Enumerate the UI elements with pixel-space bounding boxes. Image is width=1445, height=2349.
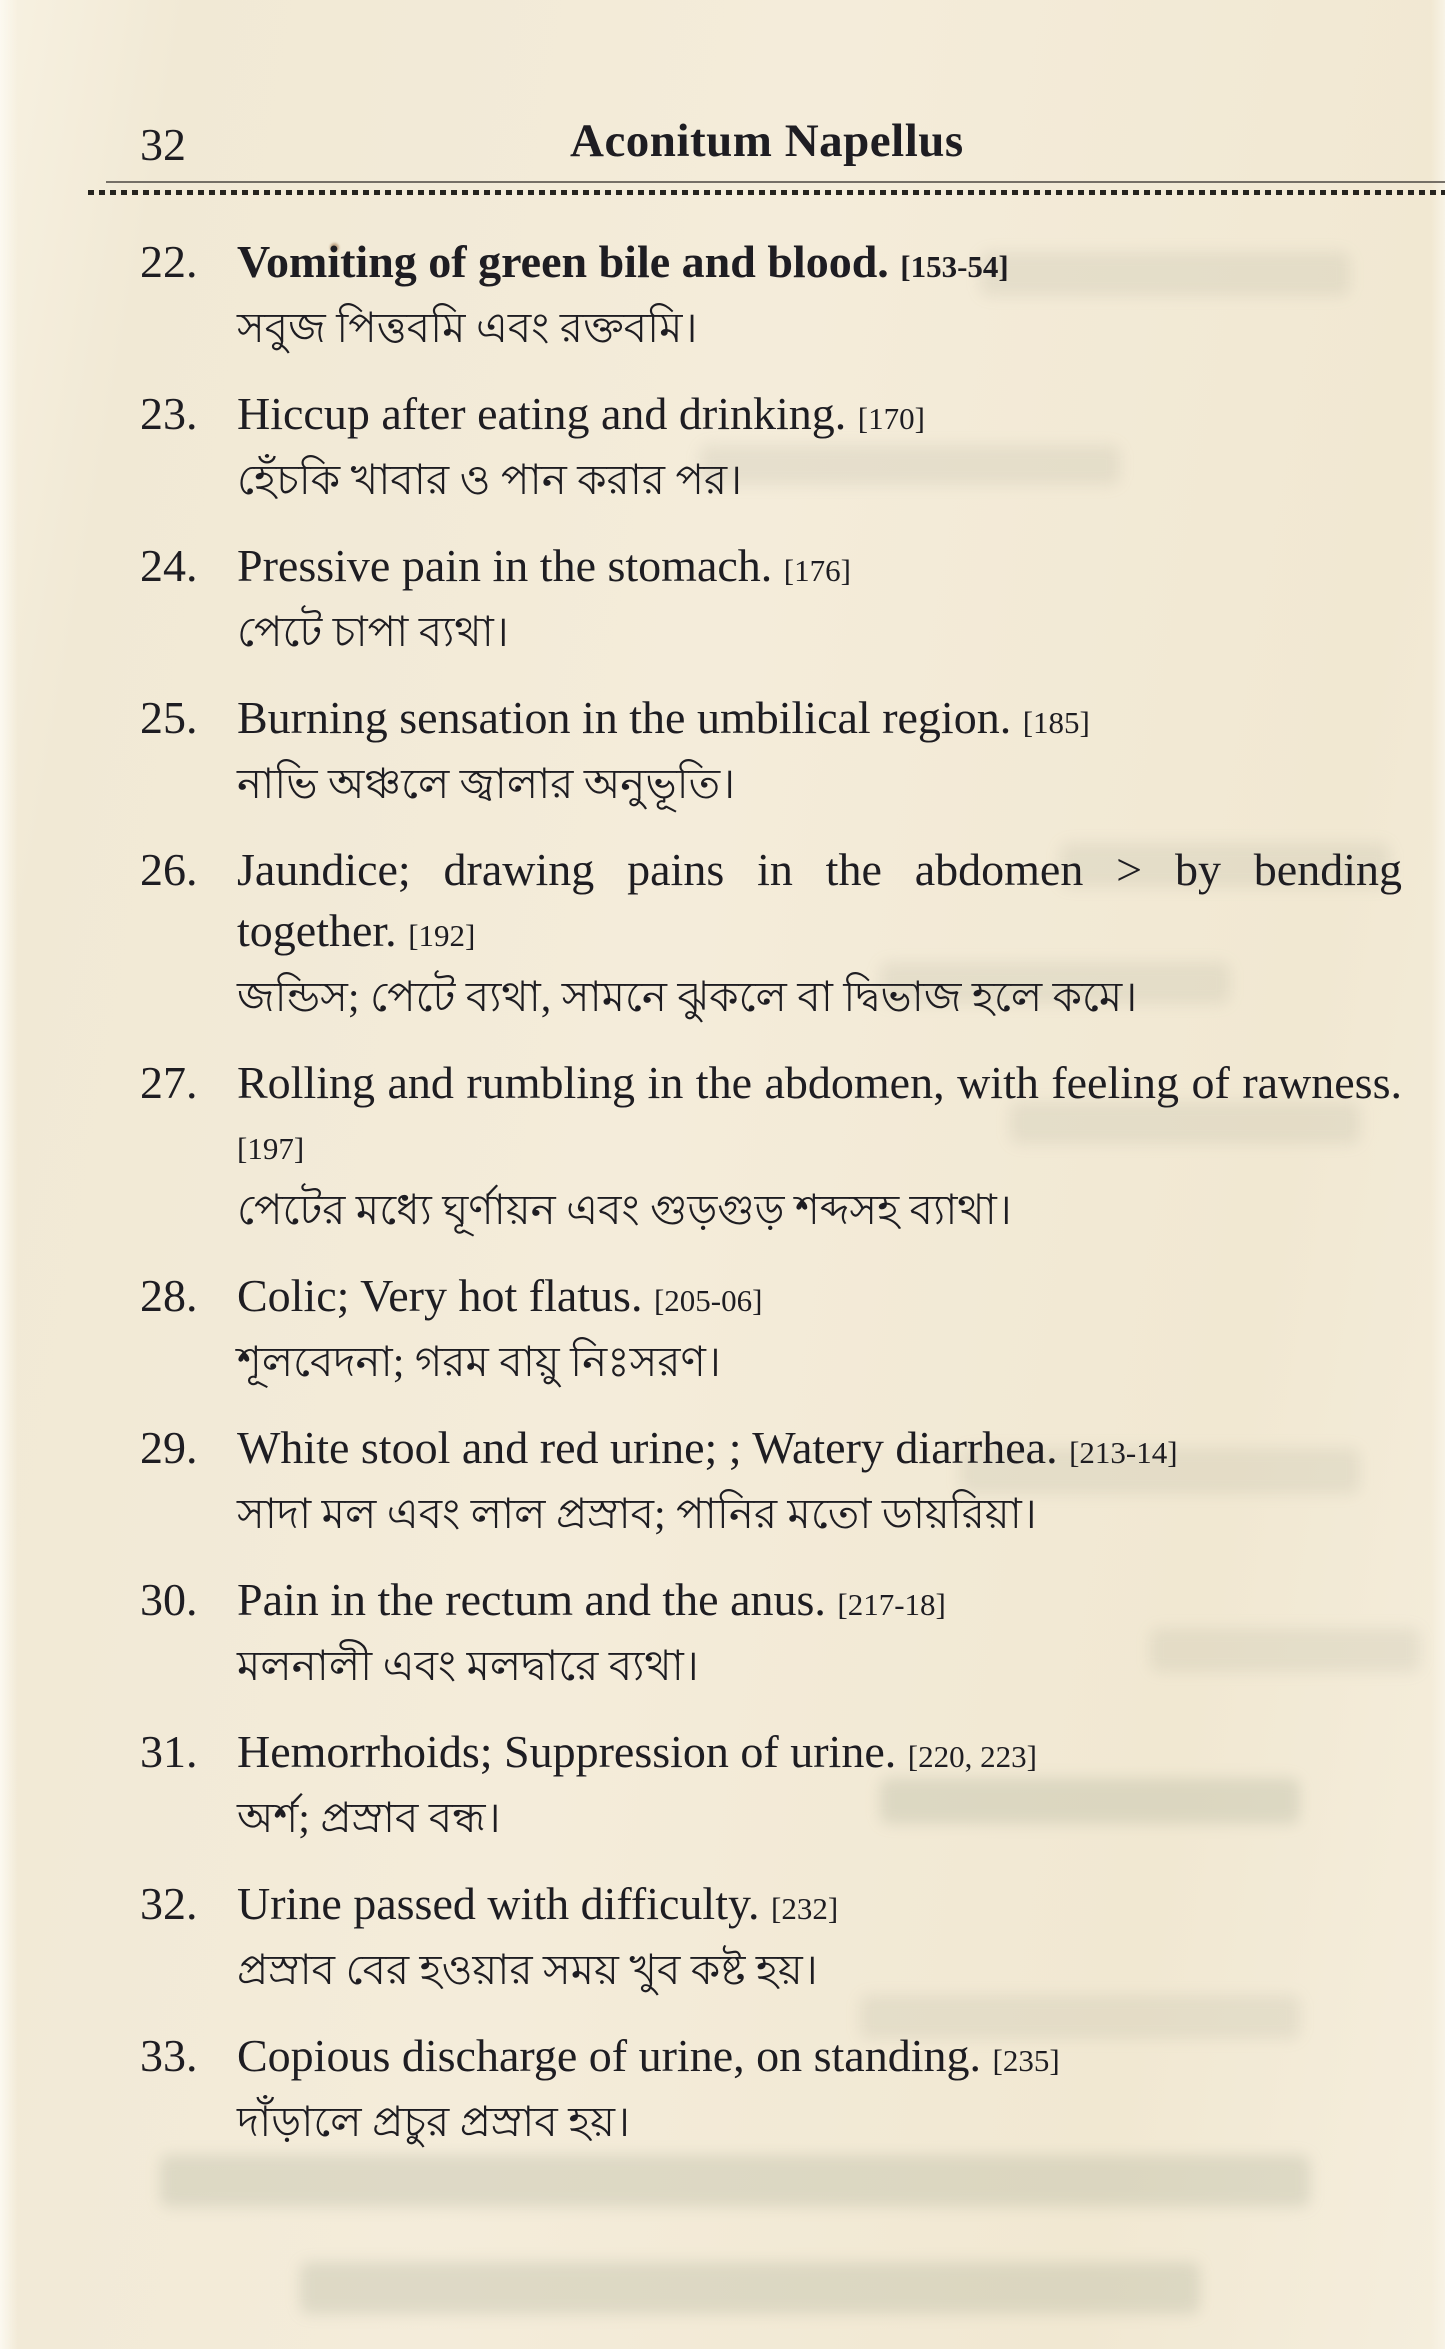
- symptom-entry: [140, 535, 1402, 663]
- entry-english: [237, 535, 1402, 601]
- entry-english: [237, 231, 1402, 297]
- entry-reference: [232]: [771, 1891, 839, 1926]
- entry-reference: [213-14]: [1069, 1435, 1178, 1470]
- entry-number: 22.: [140, 236, 198, 287]
- entry-bengali-text: পেটের মধ্যে ঘূর্ণায়ন এবং গুড়গুড় শব্দসহ ব্যাথা।: [237, 1188, 1012, 1234]
- entry-number: 30.: [140, 1574, 198, 1625]
- entry-body: [237, 1417, 1402, 1545]
- entry-body: [237, 2025, 1402, 2153]
- entry-reference: [217-18]: [837, 1587, 946, 1622]
- entry-reference: [220, 223]: [907, 1739, 1037, 1774]
- entry-body: [237, 1569, 1402, 1697]
- entry-number: 24.: [140, 540, 198, 591]
- entry-bengali-text: সবুজ পিত্তবমি এবং রক্তবমি।: [237, 306, 698, 352]
- symptom-list: [140, 231, 1402, 2177]
- entry-number: 27.: [140, 1057, 198, 1108]
- entry-number: 28.: [140, 1270, 198, 1321]
- symptom-entry: [140, 1265, 1402, 1393]
- entry-number: 31.: [140, 1726, 198, 1777]
- entry-english-text: Jaundice; drawing pains in the abdomen > by bending together.: [237, 844, 1402, 956]
- entry-reference: [153-54]: [900, 249, 1009, 284]
- symptom-entry: [140, 687, 1402, 815]
- entry-english: [237, 1417, 1402, 1483]
- entry-body: [237, 1052, 1402, 1241]
- header-rule-dotted: [88, 190, 1445, 195]
- entry-body: [237, 687, 1402, 815]
- entry-reference: [170]: [857, 401, 925, 436]
- symptom-entry: [140, 2025, 1402, 2153]
- header-rule-solid: [106, 181, 1445, 183]
- entry-english-text: Pain in the rectum and the anus.: [237, 1574, 826, 1625]
- entry-bengali-text: সাদা মল এবং লাল প্রস্রাব; পানির মতো ডায়রিয়া।: [237, 1492, 1037, 1538]
- entry-body: [237, 1265, 1402, 1393]
- page-title: Aconitum Napellus: [570, 115, 964, 167]
- entry-english-text: Colic; Very hot flatus.: [237, 1270, 643, 1321]
- entry-reference: [185]: [1022, 705, 1090, 740]
- entry-bengali-text: জন্ডিস; পেটে ব্যথা, সামনে ঝুকলে বা দ্বিভাজ হলে কমে।: [237, 975, 1138, 1021]
- entry-reference: [197]: [237, 1131, 305, 1166]
- entry-number: 29.: [140, 1422, 198, 1473]
- entry-bengali-text: মলনালী এবং মলদ্বারে ব্যথা।: [237, 1644, 699, 1690]
- symptom-entry: [140, 231, 1402, 359]
- entry-english: [237, 1265, 1402, 1331]
- entry-english-text: Pressive pain in the stomach.: [237, 540, 773, 591]
- symptom-entry: [140, 1417, 1402, 1545]
- entry-english: [237, 2025, 1402, 2091]
- entry-english-text: Vomiting of green bile and blood.: [237, 236, 889, 287]
- entry-english-text: Burning sensation in the umbilical region.: [237, 692, 1012, 743]
- entry-english: [237, 1569, 1402, 1635]
- symptom-entry: [140, 1052, 1402, 1241]
- entry-english-text: Hiccup after eating and drinking.: [237, 388, 847, 439]
- page-number: 32: [140, 119, 186, 170]
- entry-bengali-text: পেটে চাপা ব্যথা।: [237, 610, 509, 656]
- entry-english: [237, 1873, 1402, 1939]
- scan-edge-left: [0, 0, 18, 2349]
- scan-edge-right: [1431, 0, 1445, 2349]
- entry-body: [237, 839, 1402, 1028]
- symptom-entry: [140, 1721, 1402, 1849]
- entry-number: 25.: [140, 692, 198, 743]
- bleedthrough-ghost: [300, 2262, 1200, 2314]
- entry-english: [237, 687, 1402, 753]
- entry-english: [237, 1052, 1402, 1179]
- entry-reference: [192]: [408, 918, 476, 953]
- entry-body: [237, 383, 1402, 511]
- entry-english-text: Rolling and rumbling in the abdomen, with feeling of rawness.: [237, 1057, 1402, 1108]
- entry-english: [237, 1721, 1402, 1787]
- entry-number: 33.: [140, 2030, 198, 2081]
- entry-bengali-text: হেঁচকি খাবার ও পান করার পর।: [237, 458, 743, 504]
- symptom-entry: [140, 839, 1402, 1028]
- entry-body: [237, 231, 1402, 359]
- entry-body: [237, 1721, 1402, 1849]
- entry-english-text: White stool and red urine; ; Watery diarrhea.: [237, 1422, 1058, 1473]
- entry-number: 23.: [140, 388, 198, 439]
- entry-english-text: Urine passed with difficulty.: [237, 1878, 760, 1929]
- entry-number: 32.: [140, 1878, 198, 1929]
- entry-english: [237, 383, 1402, 449]
- symptom-entry: [140, 383, 1402, 511]
- entry-bengali-text: দাঁড়ালে প্রচুর প্রস্রাব হয়।: [237, 2100, 631, 2146]
- entry-bengali-text: অর্শ; প্রস্রাব বন্ধ।: [237, 1796, 501, 1842]
- entry-english-text: Hemorrhoids; Suppression of urine.: [237, 1726, 897, 1777]
- symptom-entry: [140, 1569, 1402, 1697]
- entry-body: [237, 535, 1402, 663]
- entry-english: [237, 839, 1402, 966]
- entry-reference: [205-06]: [653, 1283, 763, 1318]
- entry-number: 26.: [140, 844, 198, 895]
- entry-reference: [235]: [992, 2043, 1060, 2078]
- entry-bengali-text: প্রস্রাব বের হওয়ার সময় খুব কষ্ট হয়।: [237, 1948, 818, 1994]
- symptom-entry: [140, 1873, 1402, 2001]
- entry-english-text: Copious discharge of urine, on standing.: [237, 2030, 981, 2081]
- entry-bengali-text: শূলবেদনা; গরম বায়ু নিঃসরণ।: [237, 1340, 721, 1386]
- entry-body: [237, 1873, 1402, 2001]
- entry-reference: [176]: [783, 553, 851, 588]
- entry-bengali-text: নাভি অঞ্চলে জ্বালার অনুভূতি।: [237, 762, 736, 808]
